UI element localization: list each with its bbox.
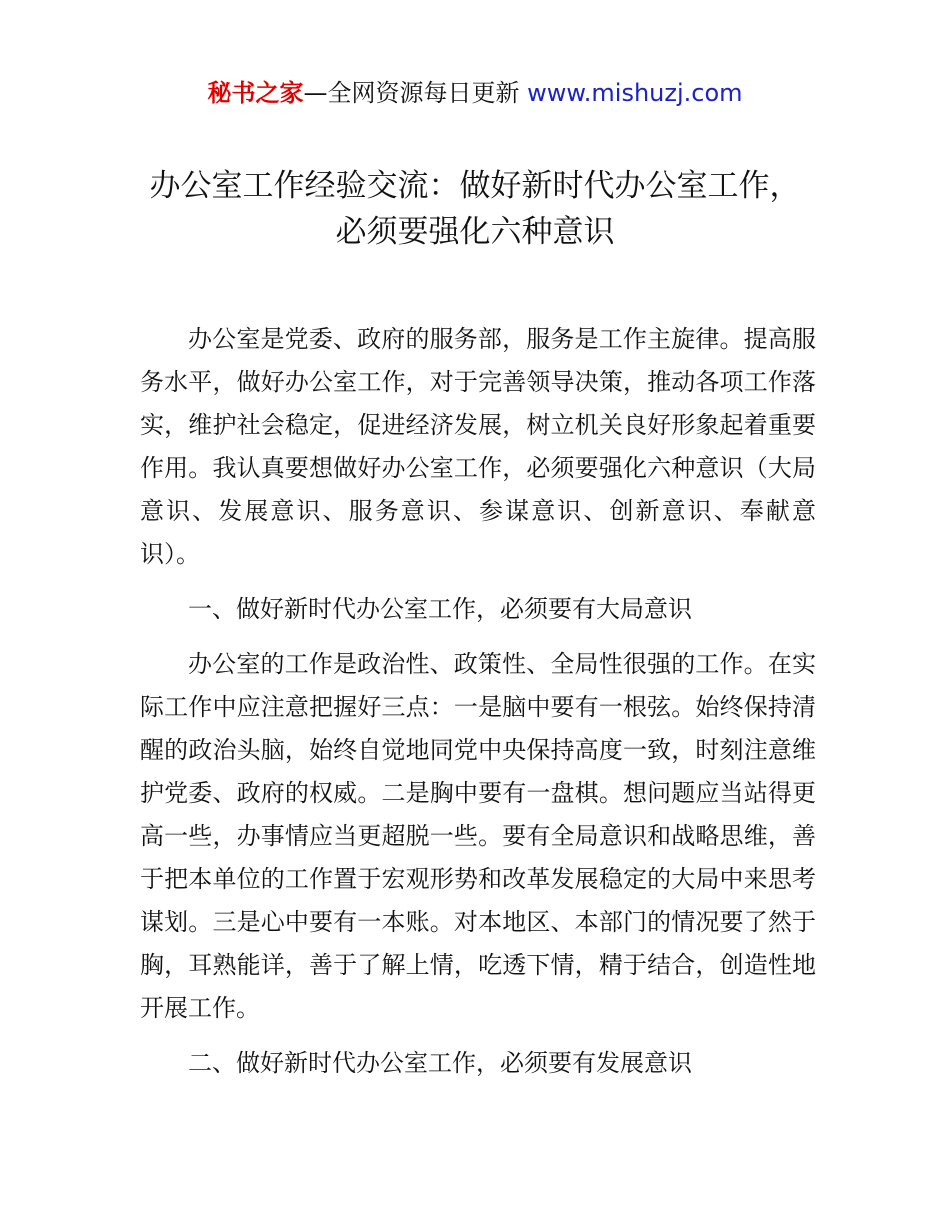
document-body — [140, 318, 816, 1097]
section-heading-1: 一、做好新时代办公室工作，必须要有大局意识 — [188, 595, 692, 623]
title-line-1: 办公室工作经验交流：做好新时代办公室工作， — [149, 168, 801, 204]
site-name: 秘书之家 — [207, 79, 304, 107]
title-line-2: 必须要强化六种意识 — [335, 214, 615, 250]
site-header — [0, 76, 950, 110]
intro-paragraph: 办公室是党委、政府的服务部，服务是工作主旋律。提高服务水平，做好办公室工作，对于完善领导决策，推动各项工作落实，维护社会稳定，促进经济发展，树立机关良好形象起着重要作用。我认真要想做好办公室工作，必须要强化六种意识（大局意识、发展意识、服务意识、参谋意识、创新意识、奉献意识）。 — [140, 325, 816, 568]
site-tagline: —全网资源每日更新 — [303, 79, 528, 107]
section-1-paragraph: 办公室的工作是政治性、政策性、全局性很强的工作。在实际工作中应注意把握好三点：一是脑中要有一根弦。始终保持清醒的政治头脑，始终自觉地同党中央保持高度一致，时刻注意维护党委、政府的权威。二是胸中要有一盘棋。想问题应当站得更高一些，办事情应当更超脱一些。要有全局意识和战略思维，善于把本单位的工作置于宏观形势和改革发展稳定的大局中来思考谋划。三是心中要有一本账。对本地区、本部门的情况要了然于胸，耳熟能详，善于了解上情，吃透下情，精于结合，创造性地开展工作。 — [140, 650, 816, 1022]
document-title — [60, 163, 890, 255]
section-heading-2: 二、做好新时代办公室工作，必须要有发展意识 — [188, 1049, 692, 1077]
site-url-link[interactable]: www.mishuzj.com — [527, 79, 743, 107]
